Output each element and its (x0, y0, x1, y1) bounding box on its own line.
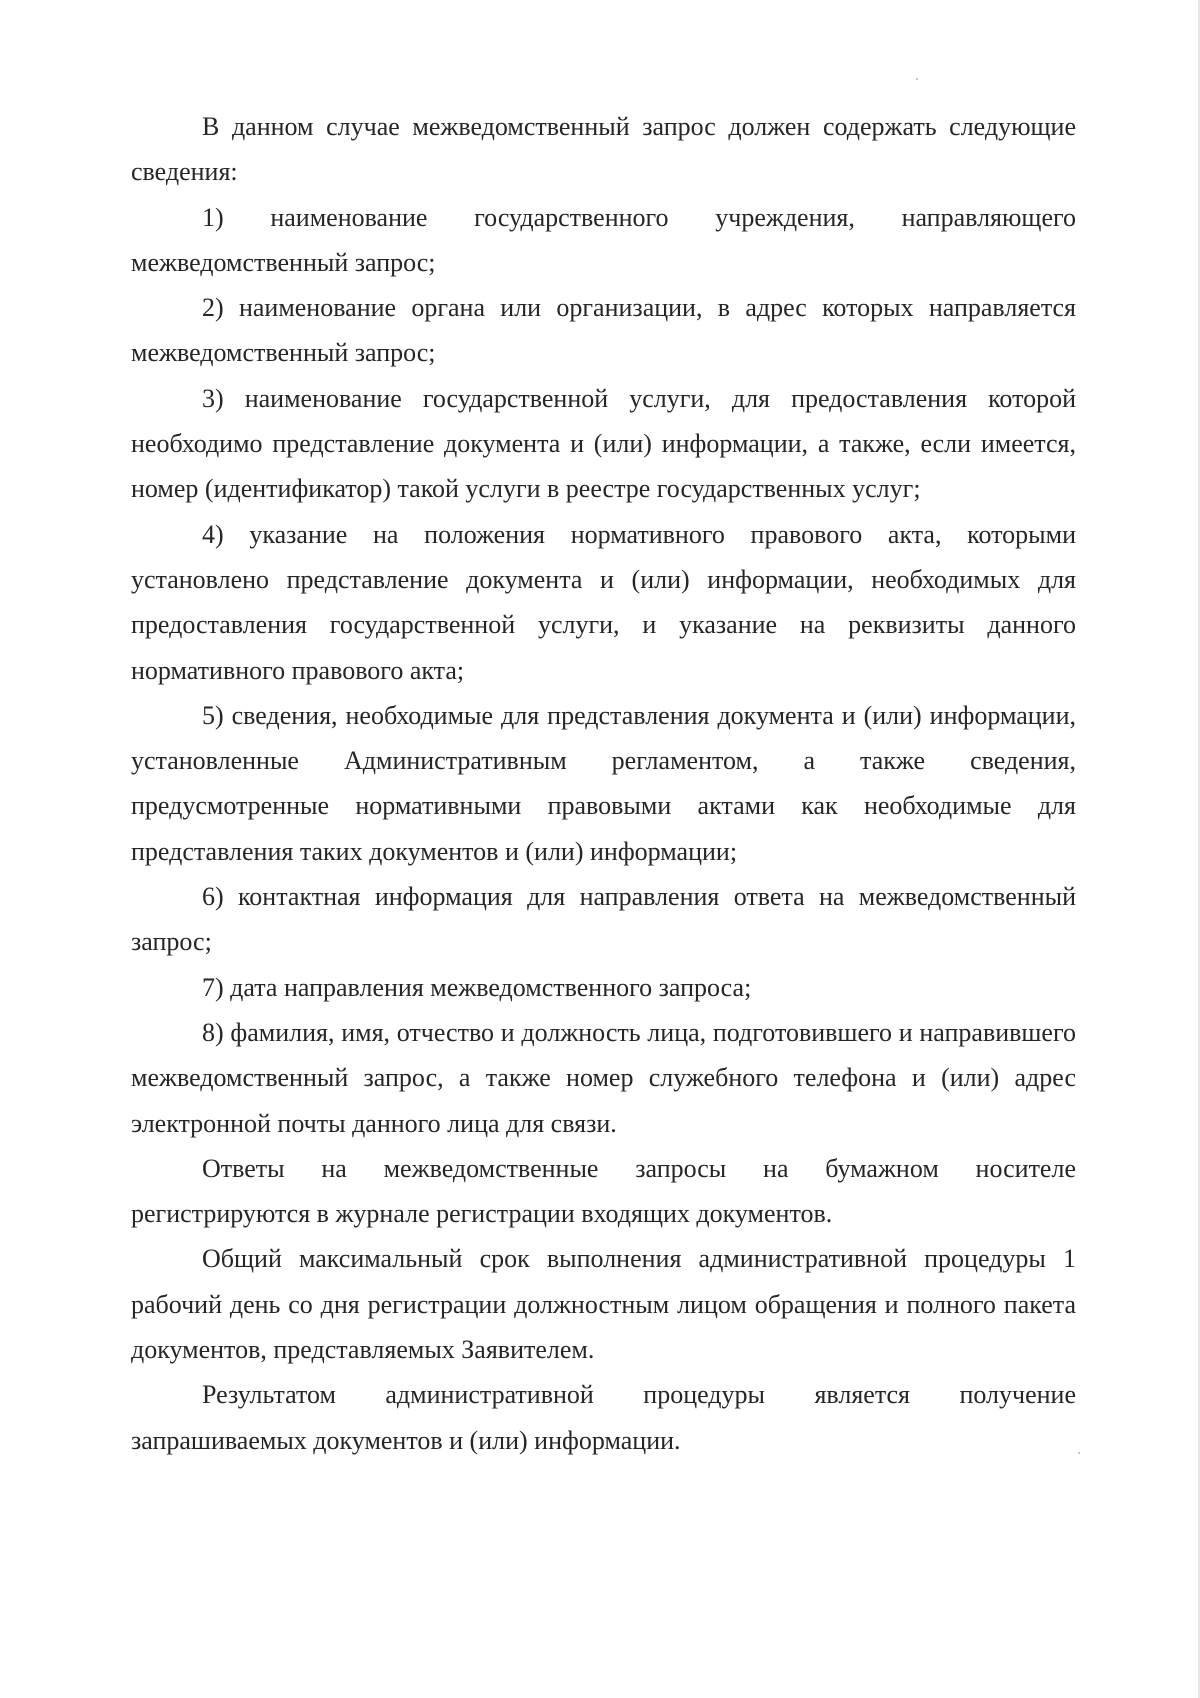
paragraph-deadline: Общий максимальный срок выполнения административной процедуры 1 рабочий день со дня регистрации должностным лицом обращения и полного пакета документов, представляемых Заявителем. (131, 1244, 1076, 1365)
list-item-1: 1) наименование государственного учреждения, направляющего межведомственный запрос; (131, 202, 1076, 277)
list-item-2: 2) наименование органа или организации, в адрес которых направляется межведомственный запрос; (131, 293, 1076, 368)
list-item-3: 3) наименование государственной услуги, для предоставления которой необходимо представление документа и (или) информации, а также, если имеется, номер (идентификатор) такой услуги в реестре государственных услуг; (131, 383, 1076, 504)
list-item-7: 7) дата направления межведомственного запроса; (202, 972, 752, 1002)
scan-speck (1078, 1452, 1080, 1454)
paragraph-responses: Ответы на межведомственные запросы на бумажном носителе регистрируются в журнале регистрации входящих документов. (131, 1153, 1076, 1229)
list-item-6: 6) контактная информация для направления ответа на межведомственный запрос; (131, 882, 1076, 957)
list-item-8: 8) фамилия, имя, отчество и должность лица, подготовившего и направившего межведомственный запрос, а также номер служебного телефона и (или) адрес электронной почты данного лица для связи. (131, 1017, 1076, 1138)
list-item-5: 5) сведения, необходимые для представления документа и (или) информации, установленные Административным регламентом, а также сведения, предусмотренные нормативными правовыми актами как необходимые для представления таких документов и (или) информации; (131, 700, 1076, 866)
paragraph-result: Результатом административной процедуры является получение запрашиваемых документов и (или) информации. (131, 1380, 1076, 1455)
list-item-4: 4) указание на положения нормативного правового акта, которыми установлено представление документа и (или) информации, необходимых для предоставления государственной услуги, и указание на реквизиты данного нормативного правового акта; (131, 519, 1076, 685)
paragraph-intro: В данном случае межведомственный запрос должен содержать следующие сведения: (131, 112, 1076, 187)
scan-speck (916, 78, 918, 80)
document-body (131, 104, 1076, 1463)
